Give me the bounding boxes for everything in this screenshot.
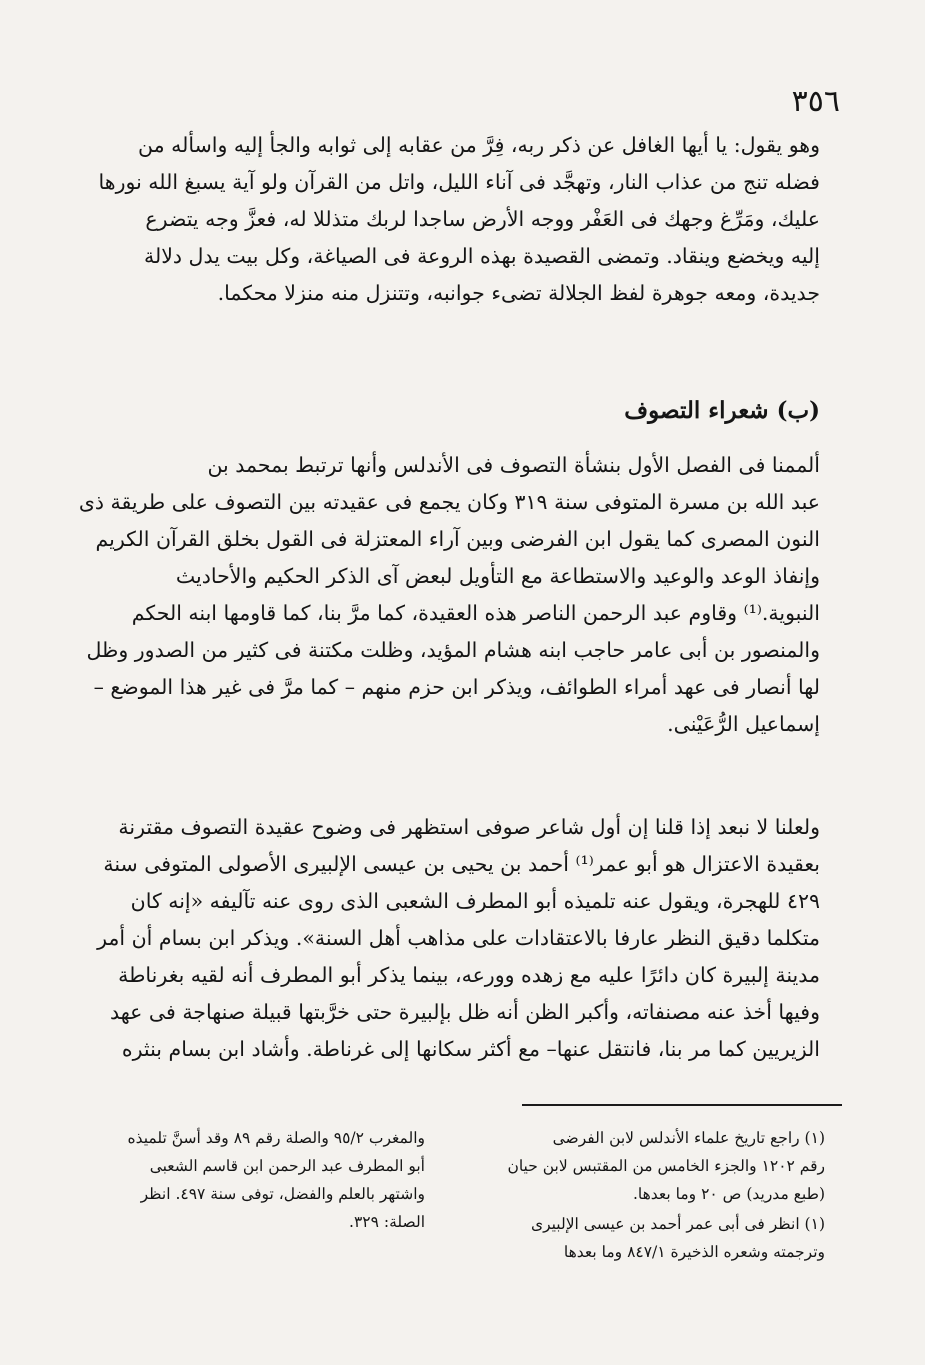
- footnote-2: [465, 1210, 825, 1266]
- footnote-line: (١) راجع تاريخ علماء الأندلس لابن الفرضى: [552, 1129, 825, 1147]
- text-line: لها أنصار فى عهد أمراء الطوائف، ويذكر ابن حزم منهم – كما مرَّ فى غير هذا الموضع –: [93, 675, 820, 699]
- text-line: ٤٢٩ للهجرة، ويقول عنه تلميذه أبو المطرف الشعبى الذى روى عنه تآليفه «إنه كان: [130, 889, 820, 913]
- footnote-line: وترجمته وشعره الذخيرة ٨٤٧/١ وما بعدها: [563, 1243, 825, 1261]
- text-line: عبد الله بن مسرة المتوفى سنة ٣١٩ وكان يجمع فى عقيدته بين التصوف على طريقة ذى: [78, 490, 820, 514]
- text-line: متكلما دقيق النظر عارفا بالاعتقادات على مذاهب أهل السنة». ويذكر ابن بسام أن أمر: [97, 926, 820, 950]
- text-line: وهو يقول: يا أيها الغافل عن ذكر ربه، فِرَّ من عقابه إلى ثوابه والجأ إليه واسأله من: [138, 133, 820, 157]
- text-line: النبوية.⁽¹⁾ وقاوم عبد الرحمن الناصر هذه العقيدة، كما مرَّ بنا، كما قاومها ابنه الحكم: [131, 601, 820, 625]
- text-line: وإنفاذ الوعد والوعيد والاستطاعة مع التأويل لبعض آى الذكر الحكيم والأحاديث: [175, 564, 820, 588]
- text-line: والمنصور بن أبى عامر حاجب ابنه هشام المؤيد، وظلت مكتنة فى كثير من الصدور وظل: [86, 638, 820, 662]
- footnote-line: (١) انظر فى أبى عمر أحمد بن عيسى الإلبيرى: [530, 1215, 825, 1233]
- footnote-line: الصلة: ٣٢٩.: [349, 1213, 425, 1231]
- footnote-1: [465, 1124, 825, 1208]
- text-line: إليه ويخضع وينقاد. وتمضى القصيدة بهذه الروعة فى الصياغة، وكل بيت يدل دلالة: [143, 244, 820, 268]
- footnote-line: أبو المطرف عبد الرحمن ابن قاسم الشعبى: [149, 1157, 425, 1175]
- paragraph-3: [70, 809, 820, 1068]
- text-line: عليك، ومَرِّغ وجهك فى العَفْر ووجه الأرض ساجدا لربك متذللا له، فعزَّ وجه يتضرع: [145, 207, 820, 231]
- footnote-line: رقم ١٢٠٢ والجزء الخامس من المقتبس لابن حيان: [507, 1157, 825, 1175]
- text-line: فضله تنج من عذاب النار، وتهجَّد فى آناء الليل، واتل من القرآن ولو آية يسبغ الله نورها: [98, 170, 820, 194]
- footnote-separator: [522, 1104, 842, 1106]
- paragraph-1: [70, 127, 820, 312]
- footnotes-left-column: [80, 1124, 425, 1236]
- footnote-line: واشتهر بالعلم والفضل، توفى سنة ٤٩٧. انظر: [140, 1185, 425, 1203]
- paragraph-2: [70, 447, 820, 743]
- text-line: ولعلنا لا نبعد إذا قلنا إن أول شاعر صوفى استظهر فى وضوح عقيدة التصوف مقترنة: [118, 815, 820, 839]
- text-line: إسماعيل الرُّعَيْنى.: [667, 712, 820, 736]
- text-line: مدينة إلبيرة كان دائرًا عليه مع زهده وورعه، بينما يذكر أبو المطرف أنه لقيه بغرناطة: [118, 963, 820, 987]
- section-heading: (ب) شعراء التصوف: [624, 397, 820, 424]
- text-line: النون المصرى كما يقول ابن الفرضى وبين آراء المعتزلة فى القول بخلق القرآن الكريم: [95, 527, 820, 551]
- footnotes-right-column: [465, 1124, 825, 1268]
- text-line: جديدة، ومعه جوهرة لفظ الجلالة تضىء جوانبه، وتتنزل منه منزلا محكما.: [217, 281, 820, 305]
- footnote-line: (طبع مدريد) ص ٢٠ وما بعدها.: [632, 1185, 825, 1203]
- text-line: بعقيدة الاعتزال هو أبو عمر⁽¹⁾ أحمد بن يحيى بن عيسى الإلبيرى الأصولى المتوفى سنة: [103, 852, 820, 876]
- text-line: ألممنا فى الفصل الأول بنشأة التصوف فى الأندلس وأنها ترتبط بمحمد بن: [207, 453, 820, 477]
- footnote-line: والمغرب ٩٥/٢ والصلة رقم ٨٩ وقد أسنَّ تلميذه: [127, 1129, 425, 1147]
- text-line: وفيها أخذ عنه مصنفاته، وأكبر الظن أنه ظل بإلبيرة حتى خرَّبتها قبيلة صنهاجة فى عهد: [109, 1000, 820, 1024]
- page-number: ٣٥٦: [791, 84, 840, 119]
- text-line: الزيريين كما مر بنا، فانتقل عنها– مع أكثر سكانها إلى غرناطة. وأشاد ابن بسام بنثره: [121, 1037, 820, 1061]
